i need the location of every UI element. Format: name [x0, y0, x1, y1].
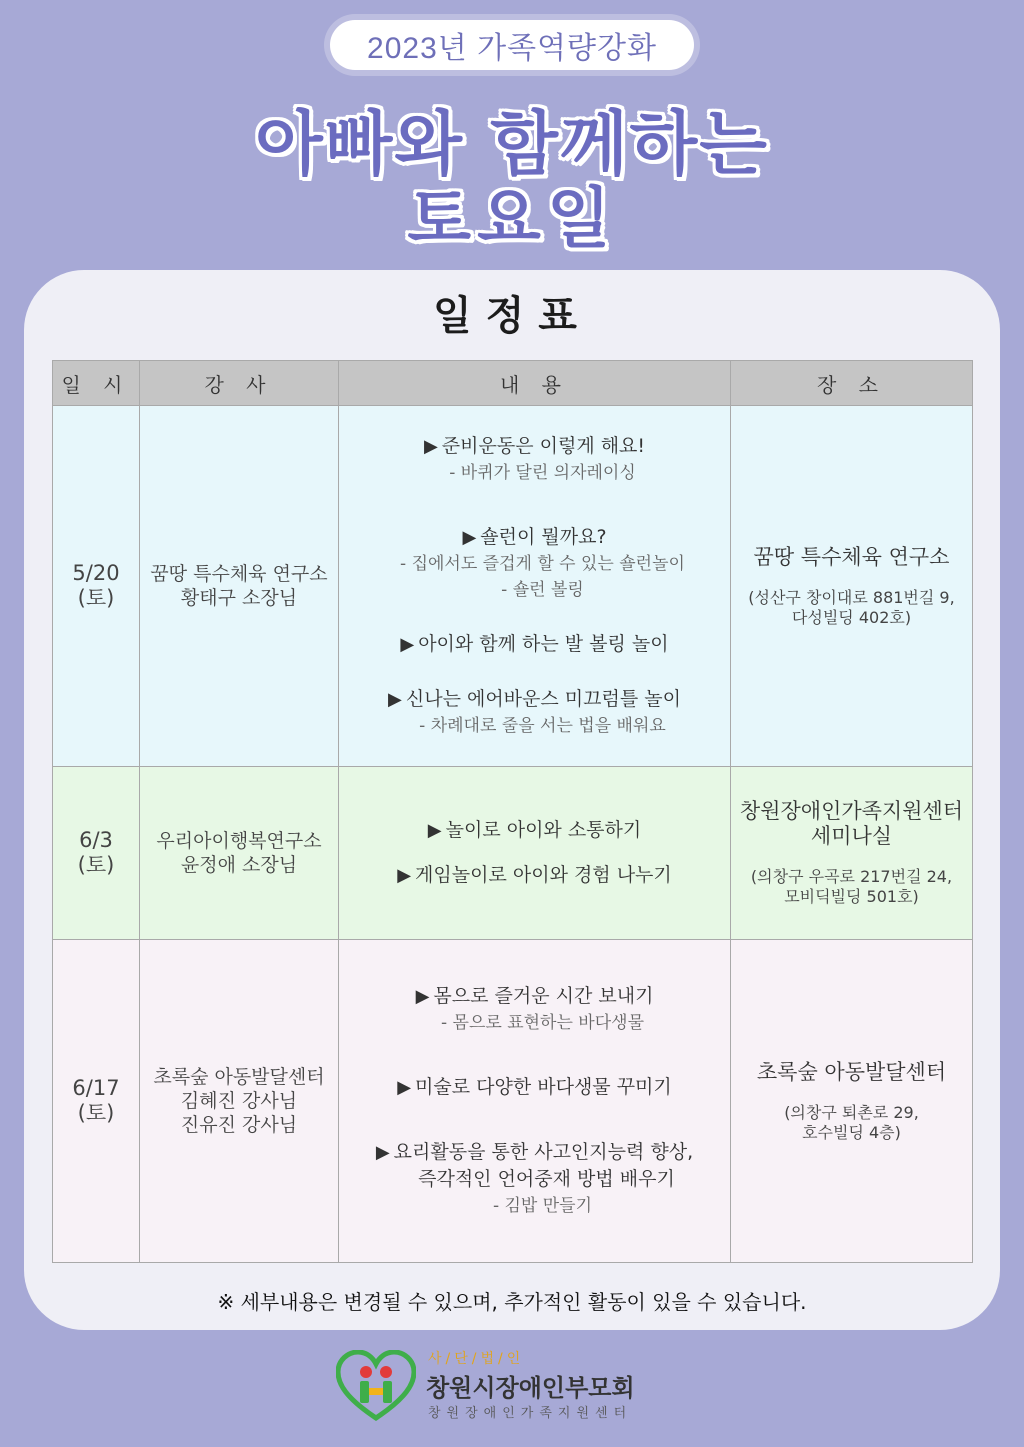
day: (토): [77, 586, 115, 610]
date: 6/17: [72, 1076, 120, 1100]
instructor-name: 진유진 강사님: [180, 1114, 298, 1136]
date-cell: [53, 940, 140, 1263]
header-instructor: 강 사: [140, 361, 339, 406]
header-place: 장 소: [731, 361, 973, 406]
instructor-name: 황태구 소장님: [180, 587, 298, 609]
table-row: [53, 767, 973, 940]
content-sub: - 몸으로 표현하는 바다생물: [441, 1013, 644, 1033]
instructor-cell: [140, 940, 339, 1263]
content-item: ▶ 아이와 함께 하는 발 볼링 놀이: [400, 633, 669, 655]
play-arrow-icon: ▶: [375, 1142, 390, 1163]
place-name: 창원장애인가족지원센터: [739, 799, 964, 823]
instructor-org: 꿈땅 특수체육 연구소: [150, 563, 328, 585]
content-item: ▶ 숄런이 뭘까요?: [462, 526, 607, 548]
content-sub: - 숄런 볼링: [501, 580, 584, 600]
table-header-row: [53, 361, 973, 406]
instructor-name: 김혜진 강사님: [180, 1090, 298, 1112]
instructor-name: 윤정애 소장님: [180, 854, 298, 876]
place-name-room: 세미나실: [810, 824, 893, 848]
content-item: ▶ 놀이로 아이와 소통하기: [427, 819, 642, 841]
content-sub: - 바퀴가 달린 의자레이싱: [449, 463, 636, 483]
instructor-cell: [140, 406, 339, 767]
day: (토): [77, 853, 115, 877]
table-row: [53, 940, 973, 1263]
table-row: [53, 406, 973, 767]
corp-label: 사/단/법/인: [428, 1351, 525, 1367]
heart-family-icon: [336, 1350, 416, 1422]
content-item: ▶ 요리활동을 통한 사고인지능력 향상,: [375, 1141, 694, 1163]
place-address: (의창구 퇴촌로 29, 호수빌딩 4층): [784, 1102, 919, 1142]
disclaimer-note: ※ 세부내용은 변경될 수 있으며, 추가적인 활동이 있을 수 있습니다.: [217, 1290, 807, 1314]
schedule-title: 일정표: [433, 293, 591, 339]
date: 6/3: [79, 828, 113, 852]
subtitle-pill: [330, 20, 694, 70]
pill-text: 2023년 가족역량강화: [367, 32, 657, 65]
play-arrow-icon: ▶: [400, 634, 415, 655]
content-item: ▶ 몸으로 즐거운 시간 보내기: [415, 985, 654, 1007]
header-date: 일 시: [53, 361, 140, 406]
play-arrow-icon: ▶: [462, 527, 477, 548]
content-cell: [339, 940, 731, 1263]
play-arrow-icon: ▶: [397, 1077, 412, 1098]
place-address: (의창구 우곡로 217번길 24, 모비딕빌딩 501호): [750, 867, 953, 906]
content-cell: [339, 406, 731, 767]
place-cell: [731, 767, 973, 940]
org-name: 창원시장애인부모회: [426, 1374, 635, 1402]
content-item: ▶ 준비운동은 이렇게 해요!: [423, 435, 646, 457]
content-cell: [339, 767, 731, 940]
content-item: ▶ 게임놀이로 아이와 경험 나누기: [397, 864, 672, 886]
schedule-table: [52, 360, 973, 1263]
header-content: 내 용: [339, 361, 731, 406]
date-cell: [53, 767, 140, 940]
play-arrow-icon: ▶: [388, 689, 402, 710]
instructor-cell: [140, 767, 339, 940]
instructor-org: 우리아이행복연구소: [156, 830, 322, 852]
content-sub: - 김밥 만들기: [492, 1196, 593, 1216]
center-name: 창원장애인가족지원센터: [428, 1406, 633, 1421]
content-sub: - 집에서도 즐겁게 할 수 있는 숄런놀이: [400, 554, 685, 574]
date-cell: [53, 406, 140, 767]
main-title-line1: 아빠와 함께하는: [255, 103, 769, 185]
place-name: 초록숲 아동발달센터: [756, 1059, 947, 1084]
day: (토): [77, 1101, 115, 1125]
content-item: ▶ 신나는 에어바운스 미끄럼틀 놀이: [388, 688, 681, 710]
play-arrow-icon: ▶: [423, 436, 438, 457]
play-arrow-icon: ▶: [397, 865, 412, 886]
play-arrow-icon: ▶: [427, 820, 442, 841]
place-address: (성산구 창이대로 881번길 9, 다성빌딩 402호): [748, 587, 955, 627]
instructor-org: 초록숲 아동발달센터: [153, 1066, 325, 1088]
place-name: 꿈땅 특수체육 연구소: [753, 544, 950, 569]
content-item: ▶ 미술로 다양한 바다생물 꾸미기: [397, 1076, 672, 1098]
play-arrow-icon: ▶: [415, 986, 430, 1007]
place-cell: [731, 406, 973, 767]
content-item-continued: 즉각적인 언어중재 방법 배우기: [418, 1168, 675, 1190]
date: 5/20: [72, 561, 120, 585]
place-cell: [731, 940, 973, 1263]
content-sub: - 차례대로 줄을 서는 법을 배워요: [419, 716, 666, 736]
footer-logo: [336, 1348, 656, 1424]
main-title-line2: 토요일: [407, 180, 617, 257]
